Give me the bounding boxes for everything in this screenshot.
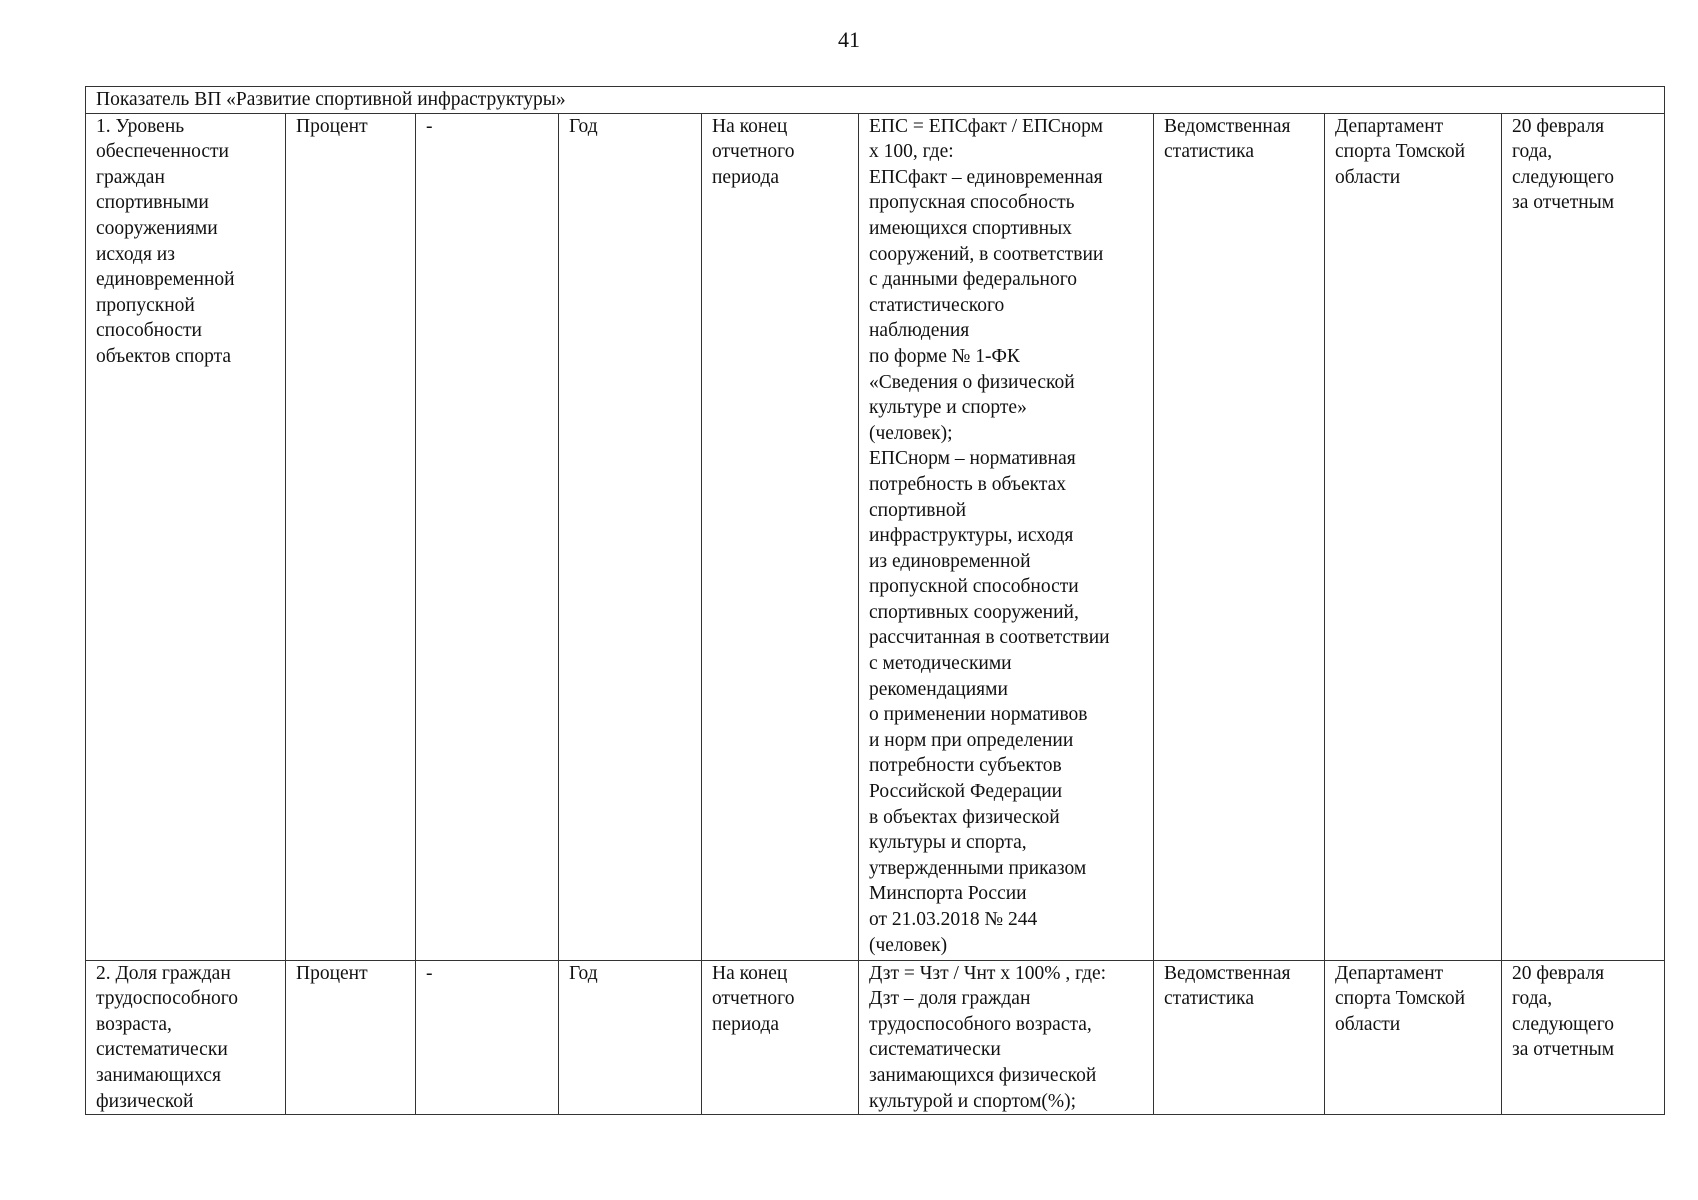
dash-cell: - [416,960,559,1115]
table-row [86,113,1665,960]
method-cell: ЕПС = ЕПСфакт / ЕПСнорм х 100, где: ЕПСфакт – единовременная пропускная способность имеющихся спортивных сооружений, в соответствии с данными федерального статистического наблюдения по форме № 1-ФК «Сведения о физической культуре и спорте» (человек); ЕПСнорм – нормативная потребность в объектах спортивной инфраструктуры, исходя из единовременной пропускной способности спортивных сооружений, рассчитанная в соответствии с методическими рекомендациями о применении нормативов и норм при определении потребности субъектов Российской Федерации в объектах физической культуры и спорта, утвержденными приказом Минспорта России от 21.03.2018 № 244 (человек) [859,113,1154,960]
time-cell: На конец отчетного периода [702,113,859,960]
indicator-name-cell: 2. Доля граждан трудоспособного возраста, систематически занимающихся физической [86,960,286,1115]
source-cell: Ведомственная статистика [1154,960,1325,1115]
section-header-row [86,87,1665,114]
responsible-cell: Департамент спорта Томской области [1325,960,1502,1115]
time-cell: На конец отчетного периода [702,960,859,1115]
method-cell: Дзт = Чзт / Чнт х 100% , где: Дзт – доля граждан трудоспособного возраста, систематически занимающихся физической культурой и спортом(%); [859,960,1154,1115]
page-number: 41 [838,27,860,52]
responsible-cell: Департамент спорта Томской области [1325,113,1502,960]
table-row [86,960,1665,1115]
deadline-cell: 20 февраля года, следующего за отчетным [1502,960,1665,1115]
deadline-cell: 20 февраля года, следующего за отчетным [1502,113,1665,960]
section-title: Показатель ВП «Развитие спортивной инфраструктуры» [86,87,1665,114]
source-cell: Ведомственная статистика [1154,113,1325,960]
dash-cell: - [416,113,559,960]
periodicity-cell: Год [559,960,702,1115]
unit-cell: Процент [286,113,416,960]
indicator-name-cell: 1. Уровень обеспеченности граждан спортивными сооружениями исходя из единовременной пропускной способности объектов спорта [86,113,286,960]
periodicity-cell: Год [559,113,702,960]
indicators-table [85,86,1665,1115]
unit-cell: Процент [286,960,416,1115]
